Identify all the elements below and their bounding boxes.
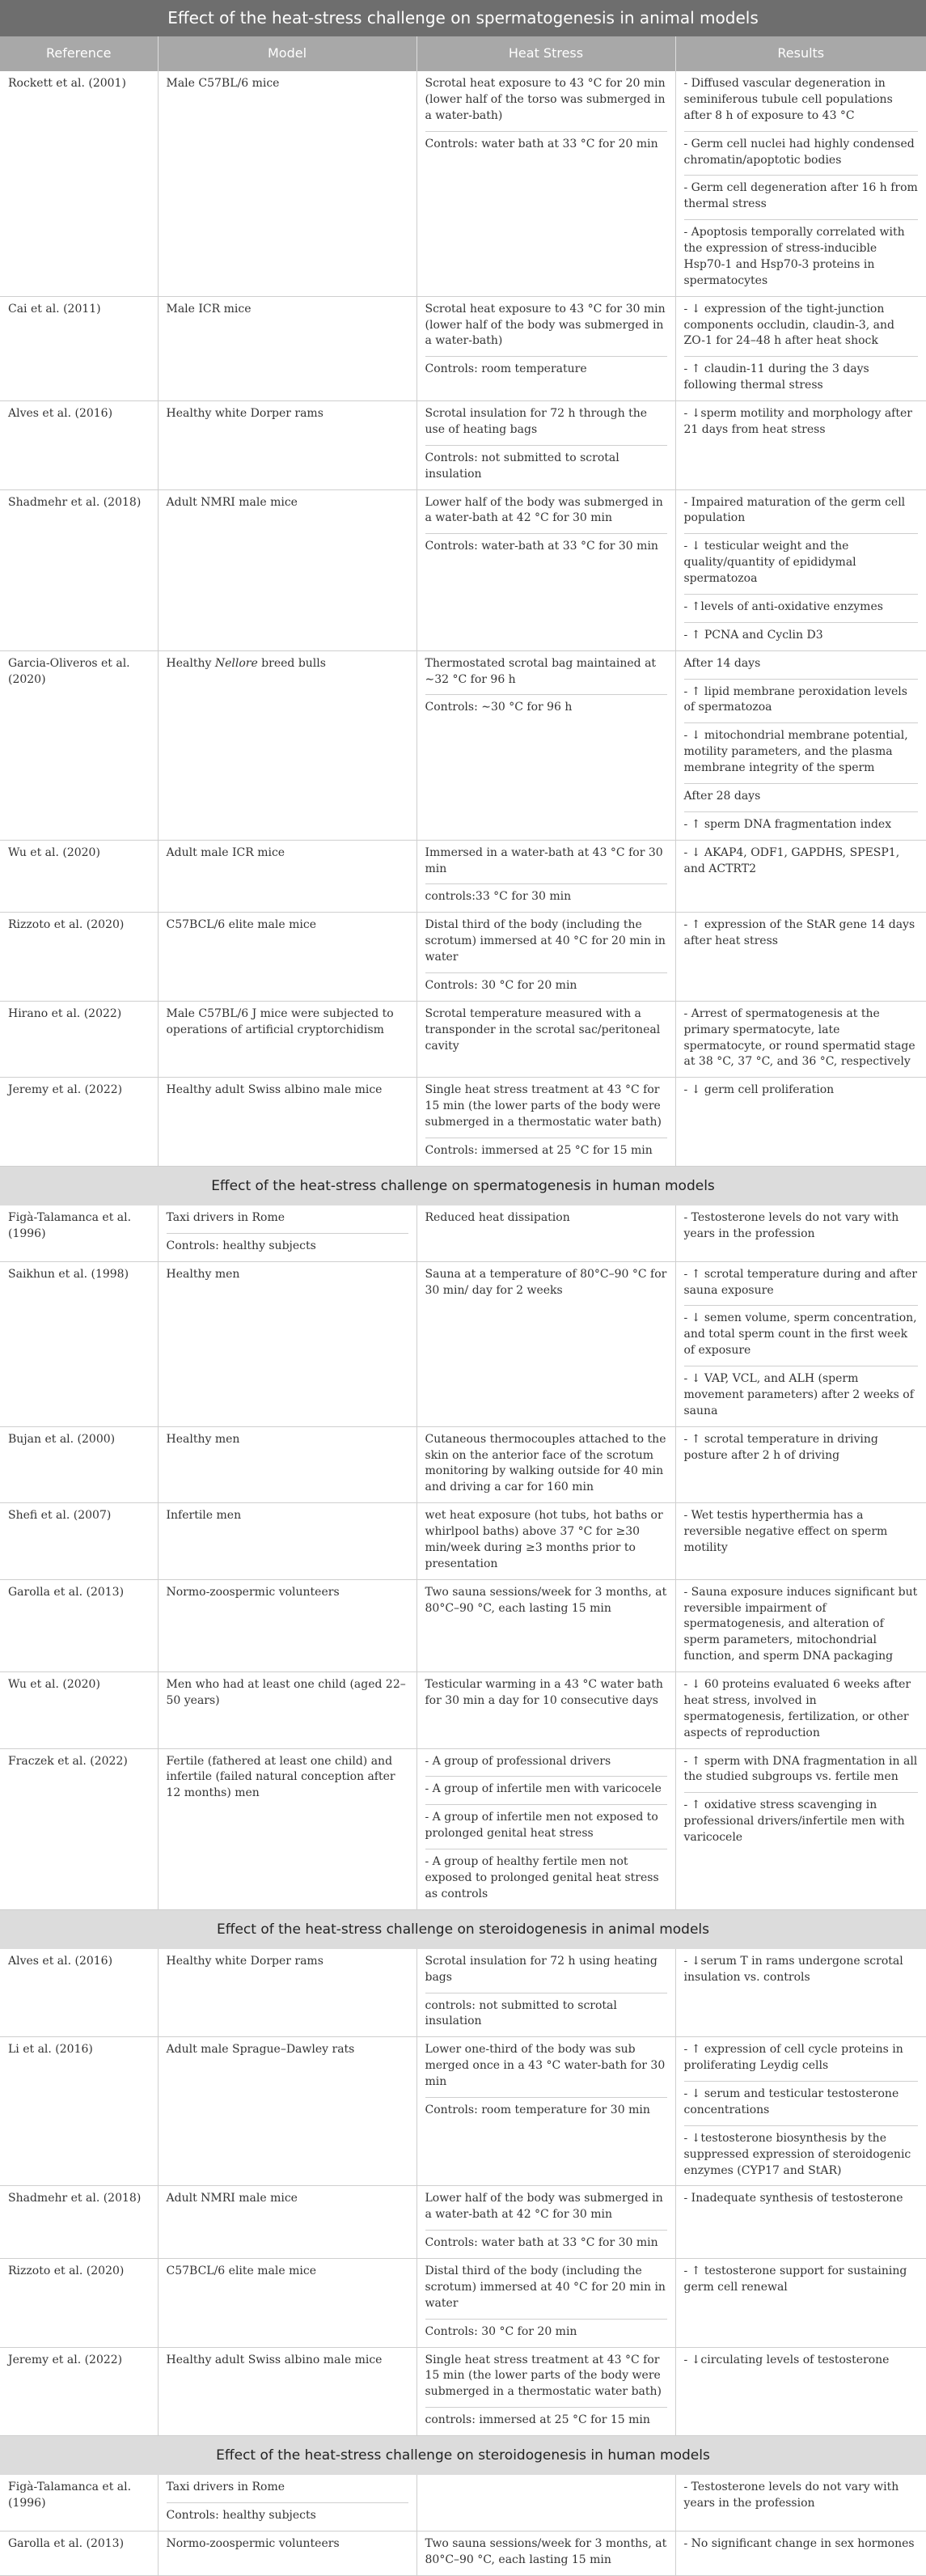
table-row (0, 1205, 926, 1261)
results-cell (675, 1949, 926, 2037)
results-cell (675, 1748, 926, 1909)
result-item: - Testosterone levels do not vary with years in the profession (683, 2481, 899, 2510)
reference-cell: Li et al. (2016) (0, 2037, 158, 2186)
heat-stress-cell (416, 489, 675, 650)
heat-stress-cell (416, 840, 675, 913)
results-cell (675, 1261, 926, 1426)
result-item: - Sauna exposure induces significant but reversible impairment of spermatogenesis, and alteration of sperm parameters, mitochondrial function, and sperm DNA packaging (683, 1585, 918, 1663)
result-item: After 28 days (684, 784, 919, 812)
table-row (0, 1001, 926, 1078)
reference-cell: Garcia-Oliveros et al. (2020) (0, 650, 158, 840)
table-row (0, 2475, 926, 2531)
results-cell (675, 1426, 926, 1503)
result-item: - ↑ PCNA and Cyclin D3 (683, 628, 823, 642)
heat-stress-cell (416, 296, 675, 400)
section-header-row (0, 1166, 926, 1205)
heat-stress-text: Cutaneous thermocouples attached to the skin on the anterior face of the scrotum monitoring by walking outside for 40 min and driving a car for 160 min (425, 1432, 666, 1494)
heat-stress-text: controls:33 °C for 30 min (425, 890, 572, 904)
reference-cell: Alves et al. (2016) (0, 1949, 158, 2037)
table-row (0, 650, 926, 840)
model-cell (158, 650, 416, 840)
heat-stress-text: Controls: 30 °C for 20 min (425, 2324, 577, 2338)
heat-stress-text: Single heat stress treatment at 43 °C for 15 min (the lower parts of the body were submerged in a thermostatic water bath) (425, 2353, 667, 2409)
model-text: Taxi drivers in Rome (167, 2480, 408, 2503)
heat-stress-cell (416, 1503, 675, 1580)
model-cell (158, 1001, 416, 1078)
table-row (0, 1503, 926, 1580)
result-item: - ↑ expression of the StAR gene 14 days after heat stress (683, 918, 915, 948)
model-text-pre: Healthy (166, 656, 215, 670)
heat-stress-text: Sauna at a temperature of 80°C–90 °C for 30 min/ day for 2 weeks (425, 1267, 667, 1297)
results-cell (675, 296, 926, 400)
heat-stress-cell (416, 1261, 675, 1426)
heat-stress-cell (416, 913, 675, 1002)
result-item: - Impaired maturation of the germ cell population (684, 495, 919, 535)
heat-stress-cell (416, 1001, 675, 1078)
model-cell (158, 2475, 416, 2531)
heat-stress-text: Reduced heat dissipation (425, 1210, 570, 1224)
model-cell (158, 1672, 416, 1749)
result-item: - ↑ scrotal temperature in driving posture after 2 h of driving (683, 1432, 878, 1462)
heat-stress-cell (416, 2037, 675, 2186)
model-text: Male ICR mice (166, 302, 252, 316)
result-item: - ↓ expression of the tight-junction components occludin, claudin-3, and ZO-1 for 24–48 h after heat shock (684, 302, 919, 358)
result-item: - ↑ sperm with DNA fragmentation in all the studied subgroups vs. fertile men (684, 1754, 919, 1794)
result-item: - ↑ testosterone support for sustaining germ cell renewal (683, 2265, 907, 2294)
result-item: - ↑ scrotal temperature during and after sauna exposure (684, 1267, 919, 1307)
table-row (0, 71, 926, 296)
model-cell (158, 2037, 416, 2186)
reference-cell: Figà-Talamanca et al. (1996) (0, 2475, 158, 2531)
heat-stress-cell (416, 2347, 675, 2436)
heat-stress-text: Scrotal temperature measured with a transponder in the scrotal sac/peritoneal cavity (425, 1006, 661, 1053)
model-text: Healthy men (166, 1432, 240, 1446)
result-item: - ↑ claudin-11 during the 3 days following thermal stress (683, 362, 869, 392)
reference-cell: Alves et al. (2016) (0, 401, 158, 490)
reference-cell: Wu et al. (2020) (0, 1672, 158, 1749)
heat-stress-text: - A group of infertile men not exposed to prolonged genital heat stress (425, 1805, 667, 1849)
heat-stress-text: Scrotal heat exposure to 43 °C for 30 min (lower half of the body was submerged in a water-bath) (425, 302, 667, 358)
model-text: Male C57BL/6 J mice were subjected to operations of artificial cryptorchidism (166, 1006, 394, 1036)
model-cell (158, 1205, 416, 1261)
result-item: - ↓sperm motility and morphology after 21 days from heat stress (683, 407, 912, 436)
table-row (0, 2037, 926, 2186)
reference-cell: Cai et al. (2011) (0, 296, 158, 400)
result-item: - ↑ expression of cell cycle proteins in proliferating Leydig cells (684, 2042, 919, 2082)
model-cell (158, 840, 416, 913)
result-item: - ↑ sperm DNA fragmentation index (683, 817, 892, 831)
heat-stress-cell (416, 650, 675, 840)
model-text: Taxi drivers in Rome (167, 1210, 408, 1234)
model-text: Fertile (fathered at least one child) and infertile (failed natural conception after 12 months) men (166, 1754, 395, 1800)
table-row (0, 401, 926, 490)
table-row (0, 2259, 926, 2348)
heat-stress-text: Distal third of the body (including the scrotum) immersed at 40 °C for 20 min in water (425, 917, 667, 973)
model-text: Normo-zoospermic volunteers (166, 2536, 340, 2550)
heat-stress-text: controls: not submitted to scrotal insulation (425, 1998, 617, 2028)
result-item: - ↓ germ cell proliferation (683, 1083, 835, 1097)
model-cell (158, 1748, 416, 1909)
results-cell (675, 2259, 926, 2348)
model-text-post: breed bulls (257, 656, 326, 670)
result-item: - Apoptosis temporally correlated with the expression of stress-inducible Hsp70-1 and Hsp70-3 proteins in spermatocytes (683, 226, 905, 287)
result-item: - ↓ serum and testicular testosterone concentrations (684, 2082, 919, 2126)
model-text: Men who had at least one child (aged 22–50 years) (166, 1678, 406, 1707)
model-cell (158, 1078, 416, 1167)
model-cell (158, 2531, 416, 2575)
results-cell (675, 2531, 926, 2575)
reference-cell: Shefi et al. (2007) (0, 1503, 158, 1580)
results-cell (675, 71, 926, 296)
model-text: C57BCL/6 elite male mice (166, 918, 316, 932)
results-cell (675, 489, 926, 650)
heat-stress-text: Scrotal insulation for 72 h using heating bags (425, 1954, 667, 1993)
model-cell (158, 1261, 416, 1426)
result-item: - Inadequate synthesis of testosterone (683, 2192, 903, 2205)
heat-stress-text: - A group of professional drivers (425, 1754, 667, 1777)
reference-cell: Figà-Talamanca et al. (1996) (0, 1205, 158, 1261)
model-cell (158, 2186, 416, 2259)
section-title: Effect of the heat-stress challenge on spermatogenesis in human models (0, 1166, 926, 1205)
reference-cell: Jeremy et al. (2022) (0, 2347, 158, 2436)
heat-stress-text: Distal third of the body (including the scrotum) immersed at 40 °C for 20 min in water (425, 2264, 667, 2320)
result-item: - ↓ VAP, VCL, and ALH (sperm movement parameters) after 2 weeks of sauna (683, 1372, 914, 1417)
reference-cell: Hirano et al. (2022) (0, 1001, 158, 1078)
results-cell (675, 1579, 926, 1671)
results-cell (675, 650, 926, 840)
results-cell (675, 2037, 926, 2186)
reference-cell: Rizzoto et al. (2020) (0, 913, 158, 1002)
heat-stress-text: Immersed in a water-bath at 43 °C for 30 min (425, 845, 667, 885)
heat-stress-text: Controls: 30 °C for 20 min (425, 978, 577, 992)
model-text (167, 656, 408, 672)
section-header-row (0, 2436, 926, 2476)
result-item: - ↓circulating levels of testosterone (683, 2353, 890, 2366)
column-header-heat-stress: Heat Stress (416, 36, 675, 71)
heat-stress-text: Lower one-third of the body was sub merged once in a 43 °C water-bath for 30 min (425, 2042, 667, 2098)
table-row (0, 1748, 926, 1909)
heat-stress-text: - A group of infertile men with varicocele (425, 1777, 667, 1805)
model-cell (158, 1426, 416, 1503)
heat-stress-cell (416, 401, 675, 490)
table-title: Effect of the heat-stress challenge on spermatogenesis in animal models (0, 0, 926, 36)
heat-stress-text: Thermostated scrotal bag maintained at ∼32 °C for 96 h (425, 656, 667, 696)
reference-cell: Garolla et al. (2013) (0, 2531, 158, 2575)
heat-stress-text: Lower half of the body was submerged in a water-bath at 42 °C for 30 min (425, 2191, 667, 2231)
model-cell (158, 913, 416, 1002)
result-item: After 14 days (684, 656, 919, 680)
result-item: - ↓ testicular weight and the quality/quantity of epididymal spermatozoa (684, 534, 919, 595)
heat-stress-text: Scrotal insulation for 72 h through the use of heating bags (425, 406, 667, 446)
result-item: - ↓serum T in rams undergone scrotal insulation vs. controls (683, 1954, 903, 1984)
column-header-model: Model (158, 36, 416, 71)
heat-stress-text: Controls: water bath at 33 °C for 30 min (425, 2236, 658, 2250)
model-text-italic: Nellore (214, 656, 258, 670)
model-text: Healthy men (166, 1267, 240, 1281)
result-item: - ↑levels of anti-oxidative enzymes (684, 595, 919, 623)
heat-stress-text: Controls: ∼30 °C for 96 h (425, 701, 573, 714)
result-item: - ↓ mitochondrial membrane potential, motility parameters, and the plasma membrane integrity of the sperm (684, 723, 919, 784)
column-header-reference: Reference (0, 36, 158, 71)
heat-stress-cell (416, 1205, 675, 1261)
model-cell (158, 489, 416, 650)
result-item: - ↓testosterone biosynthesis by the suppressed expression of steroidogenic enzymes (CYP17 and StAR) (683, 2131, 911, 2177)
table-row (0, 913, 926, 1002)
section-header-row (0, 1909, 926, 1949)
heat-stress-cell (416, 1748, 675, 1909)
result-item: - ↑ lipid membrane peroxidation levels of spermatozoa (684, 680, 919, 724)
heat-stress-cell (416, 2531, 675, 2575)
reference-cell: Shadmehr et al. (2018) (0, 2186, 158, 2259)
heat-stress-text: Scrotal heat exposure to 43 °C for 20 min (lower half of the torso was submerged in a water-bath) (425, 76, 667, 132)
result-item: - No significant change in sex hormones (683, 2536, 915, 2550)
result-item: - Germ cell degeneration after 16 h from thermal stress (684, 176, 919, 220)
table-row (0, 2186, 926, 2259)
heat-stress-text: Controls: water bath at 33 °C for 20 min (425, 137, 658, 150)
heat-stress-cell (416, 2186, 675, 2259)
table-row (0, 2531, 926, 2575)
model-text: Adult male ICR mice (166, 845, 285, 859)
table-row (0, 1078, 926, 1167)
results-cell (675, 1001, 926, 1078)
model-text: Normo-zoospermic volunteers (166, 1585, 340, 1599)
heat-stress-cell (416, 71, 675, 296)
table-row (0, 1579, 926, 1671)
heat-stress-text: Two sauna sessions/week for 3 months, at 80°C–90 °C, each lasting 15 min (425, 2536, 667, 2566)
heat-stress-text: Two sauna sessions/week for 3 months, at 80°C–90 °C, each lasting 15 min (425, 1585, 667, 1615)
table-row (0, 1261, 926, 1426)
table-row (0, 1949, 926, 2037)
result-item: - Arrest of spermatogenesis at the primary spermatocyte, late spermatocyte, or round spermatid stage at 38 °C, 37 °C, and 36 °C, respectively (683, 1006, 915, 1069)
results-cell (675, 401, 926, 490)
model-cell (158, 2259, 416, 2348)
result-item: - Germ cell nuclei had highly condensed chromatin/apoptotic bodies (684, 132, 919, 176)
heat-stress-text: Controls: water-bath at 33 °C for 30 min (425, 540, 658, 553)
results-cell (675, 1205, 926, 1261)
reference-cell: Wu et al. (2020) (0, 840, 158, 913)
model-text: Male C57BL/6 mice (166, 77, 280, 91)
result-item: - ↓ AKAP4, ODF1, GAPDHS, SPESP1, and ACTRT2 (683, 845, 900, 875)
reference-cell: Shadmehr et al. (2018) (0, 489, 158, 650)
reference-cell: Bujan et al. (2000) (0, 1426, 158, 1503)
model-text: Adult NMRI male mice (166, 495, 298, 509)
model-text: Healthy white Dorper rams (166, 1954, 323, 1968)
section-title: Effect of the heat-stress challenge on steroidogenesis in animal models (0, 1909, 926, 1949)
heat-stress-cell (416, 1949, 675, 2037)
model-cell (158, 1579, 416, 1671)
model-cell (158, 401, 416, 490)
result-item: - Testosterone levels do not vary with years in the profession (683, 1210, 899, 1240)
model-text: C57BCL/6 elite male mice (166, 2265, 316, 2278)
reference-cell: Saikhun et al. (1998) (0, 1261, 158, 1426)
model-text: Controls: healthy subjects (166, 2509, 316, 2523)
heat-stress-text: Controls: not submitted to scrotal insulation (425, 451, 619, 481)
result-item: - ↑ oxidative stress scavenging in professional drivers/infertile men with varicocele (683, 1799, 905, 1845)
result-item: - ↓ 60 proteins evaluated 6 weeks after heat stress, involved in spermatogenesis, fertilization, or other aspects of reproduction (683, 1678, 911, 1739)
heat-stress-cell (416, 2475, 675, 2531)
model-cell (158, 71, 416, 296)
heat-stress-cell (416, 1579, 675, 1671)
model-text: Healthy adult Swiss albino male mice (166, 1083, 383, 1097)
results-cell (675, 1672, 926, 1749)
model-text: Adult NMRI male mice (166, 2192, 298, 2205)
heat-stress-text: controls: immersed at 25 °C for 15 min (425, 2413, 650, 2427)
model-text: Healthy white Dorper rams (166, 407, 323, 421)
reference-cell: Jeremy et al. (2022) (0, 1078, 158, 1167)
table-title-row (0, 0, 926, 36)
column-header-row (0, 36, 926, 71)
reference-cell: Fraczek et al. (2022) (0, 1748, 158, 1909)
table-row (0, 296, 926, 400)
heat-stress-text: wet heat exposure (hot tubs, hot baths or whirlpool baths) above 37 °C for ≥30 min/week during ≥3 months prior to presentation (425, 1509, 663, 1570)
heat-stress-text: Single heat stress treatment at 43 °C for 15 min (the lower parts of the body were submerged in a thermostatic water bath) (425, 1083, 667, 1138)
results-cell (675, 840, 926, 913)
model-cell (158, 1949, 416, 2037)
result-item: - Wet testis hyperthermia has a reversible negative effect on sperm motility (683, 1509, 888, 1554)
heat-stress-cell (416, 1426, 675, 1503)
results-cell (675, 1503, 926, 1580)
results-cell (675, 2347, 926, 2436)
result-item: - Diffused vascular degeneration in seminiferous tubule cell populations after 8 h of exposure to 43 °C (684, 76, 919, 132)
heat-stress-text: Testicular warming in a 43 °C water bath for 30 min a day for 10 consecutive days (425, 1678, 663, 1707)
model-text: Healthy adult Swiss albino male mice (166, 2353, 383, 2366)
reference-cell: Rockett et al. (2001) (0, 71, 158, 296)
model-cell (158, 1503, 416, 1580)
table-row (0, 1426, 926, 1503)
results-cell (675, 1078, 926, 1167)
table-row (0, 1672, 926, 1749)
results-cell (675, 2186, 926, 2259)
table-row (0, 840, 926, 913)
column-header-results: Results (675, 36, 926, 71)
model-text: Adult male Sprague–Dawley rats (166, 2043, 355, 2057)
results-cell (675, 2475, 926, 2531)
table-row (0, 489, 926, 650)
table-row (0, 2347, 926, 2436)
model-text: Infertile men (166, 1509, 242, 1523)
results-cell (675, 913, 926, 1002)
reference-cell: Rizzoto et al. (2020) (0, 2259, 158, 2348)
model-cell (158, 296, 416, 400)
heat-stress-cell (416, 2259, 675, 2348)
model-text: Controls: healthy subjects (166, 1239, 316, 1252)
heat-stress-cell (416, 1672, 675, 1749)
model-cell (158, 2347, 416, 2436)
heat-stress-text: Lower half of the body was submerged in a water-bath at 42 °C for 30 min (425, 495, 667, 535)
result-item: - ↓ semen volume, sperm concentration, and total sperm count in the first week of exposure (684, 1306, 919, 1366)
reference-cell: Garolla et al. (2013) (0, 1579, 158, 1671)
heat-stress-text: Controls: room temperature for 30 min (425, 2103, 650, 2116)
heat-stress-text: Controls: immersed at 25 °C for 15 min (425, 1143, 653, 1157)
heat-stress-text: Controls: room temperature (425, 362, 587, 376)
heat-stress-text: - A group of healthy fertile men not exposed to prolonged genital heat stress as controls (425, 1855, 659, 1900)
section-title: Effect of the heat-stress challenge on steroidogenesis in human models (0, 2436, 926, 2476)
heat-stress-cell (416, 1078, 675, 1167)
